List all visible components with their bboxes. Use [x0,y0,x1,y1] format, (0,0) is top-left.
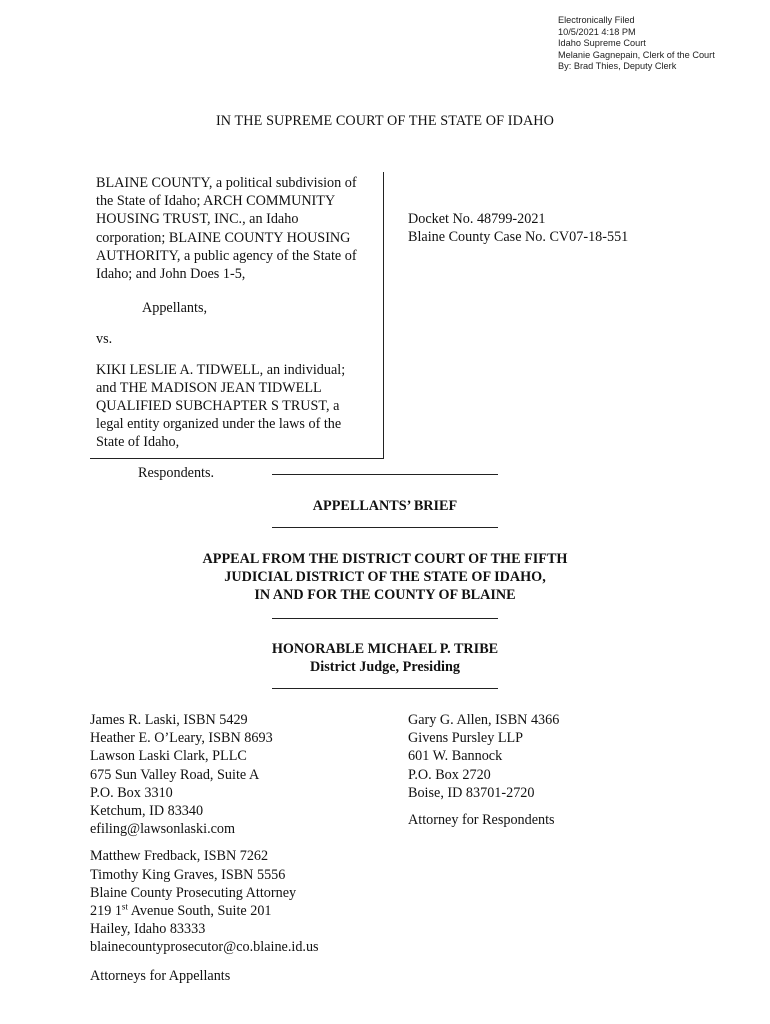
stamp-line: Electronically Filed [558,15,635,25]
judge-block [0,640,770,676]
docket-info [408,210,628,246]
divider-line [272,527,498,528]
stamp-line: 10/5/2021 4:18 PM [558,26,636,37]
counsel-line: Ketchum, ID 83340 [90,803,204,820]
judge-name: HONORABLE MICHAEL P. TRIBE [271,641,499,657]
appeal-heading [0,550,770,605]
divider-line [272,618,498,619]
counsel-line: Heather E. O’Leary, ISBN 8693 [90,730,273,747]
appellants-attorneys-label: Attorneys for Appellants [90,967,231,984]
counsel-line: Lawson Laski Clark, PLLC [90,748,247,765]
counsel-line: P.O. Box 2720 [408,766,491,783]
case-caption [96,174,384,482]
brief-title: APPELLANTS’ BRIEF [312,498,458,514]
respondents-label: Respondents. [138,464,215,481]
caption-line: the State of Idaho; ARCH COMMUNITY [96,193,336,210]
caption-line: QUALIFIED SUBCHAPTER S TRUST, a [96,398,340,415]
counsel-email: efiling@lawsonlaski.com [90,821,236,838]
stamp-line: By: Brad Thies, Deputy Clerk [558,61,677,71]
caption-line: BLAINE COUNTY, a political subdivision of [96,175,357,191]
divider-line [272,474,498,475]
caption-line: KIKI LESLIE A. TIDWELL, an individual; [96,361,346,378]
counsel-line: Boise, ID 83701-2720 [408,784,535,801]
counsel-line: Hailey, Idaho 83333 [90,921,206,938]
counsel-email: blainecountyprosecutor@co.blaine.id.us [90,939,319,956]
filing-stamp [558,15,715,73]
stamp-line: Melanie Gagnepain, Clerk of the Court [558,49,715,60]
counsel-line: 601 W. Bannock [408,748,503,765]
counsel-line: P.O. Box 3310 [90,784,173,801]
appeal-line: IN AND FOR THE COUNTY OF BLAINE [254,587,516,604]
counsel-line: Gary G. Allen, ISBN 4366 [408,712,560,728]
caption-line: AUTHORITY, a public agency of the State of [96,247,357,264]
court-title: IN THE SUPREME COURT OF THE STATE OF IDAHO [215,113,554,129]
appeal-line: APPEAL FROM THE DISTRICT COURT OF THE FIFTH [202,551,568,567]
caption-line: HOUSING TRUST, INC., an Idaho [96,211,299,228]
caption-line: Idaho; and John Does 1-5, [96,266,246,283]
ordinal-suffix: st [121,901,128,912]
respondents-attorney-label: Attorney for Respondents [408,812,555,829]
caption-line: and THE MADISON JEAN TIDWELL [96,379,322,396]
address-rest: Avenue South, Suite 201 [127,903,272,920]
caption-line: State of Idaho, [96,434,180,451]
counsel-line: Blaine County Prosecuting Attorney [90,884,297,901]
caption-line: corporation; BLAINE COUNTY HOUSING [96,229,351,246]
versus-label: vs. [96,331,113,348]
counsel-address-line [90,902,319,920]
address-number: 219 1 [90,903,122,920]
counsel-line: Givens Pursley LLP [408,730,524,747]
docket-number: Docket No. 48799-2021 [408,211,546,227]
caption-line: legal entity organized under the laws of the [96,416,342,433]
county-case-number: Blaine County Case No. CV07-18-551 [408,229,629,246]
counsel-line: James R. Laski, ISBN 5429 [90,712,248,728]
judge-title: District Judge, Presiding [310,659,460,676]
counsel-line: Timothy King Graves, ISBN 5556 [90,866,286,883]
appellants-label: Appellants, [142,300,208,317]
appellants-counsel [90,711,319,985]
respondents-counsel [408,711,559,829]
counsel-line: Matthew Fredback, ISBN 7262 [90,848,269,865]
counsel-line: 675 Sun Valley Road, Suite A [90,766,260,783]
divider-line [272,688,498,689]
stamp-line: Idaho Supreme Court [558,38,646,48]
appeal-line: JUDICIAL DISTRICT OF THE STATE OF IDAHO, [224,569,546,586]
